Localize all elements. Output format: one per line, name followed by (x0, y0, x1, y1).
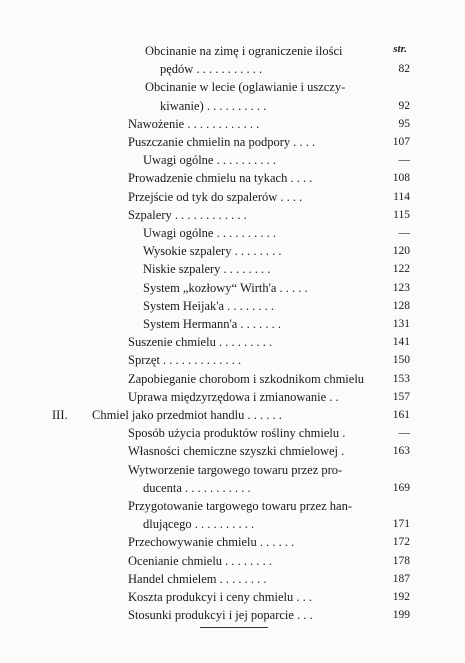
entry-page: 153 (392, 372, 410, 385)
entry-page: 131 (392, 318, 410, 330)
entry-page: 82 (398, 63, 410, 76)
toc-entry (0, 332, 465, 352)
toc-entry (0, 551, 465, 571)
toc-entry (0, 423, 465, 443)
toc-entry (0, 278, 465, 298)
toc-entry (0, 59, 465, 79)
entry-text: kiwanie) . . . . . . . . . . (160, 98, 267, 113)
toc-entry (0, 569, 465, 589)
entry-text: Przygotowanie targowego towaru przez han- (128, 499, 352, 513)
toc-entry (0, 132, 465, 152)
entry-page: 108 (392, 172, 410, 185)
entry-text: Sprzęt . . . . . . . . . . . . . (128, 353, 242, 368)
toc-section-entry (0, 405, 465, 425)
entry-page: 157 (392, 390, 410, 403)
toc-entry (0, 168, 465, 188)
toc-entry (0, 478, 465, 498)
entry-text: Uwagi ogólne . . . . . . . . . . (143, 153, 276, 168)
toc-entry (0, 41, 465, 61)
entry-text: Ocenianie chmielu . . . . . . . . (128, 553, 273, 568)
toc-entry (0, 387, 465, 407)
entry-page: 115 (393, 208, 410, 221)
entry-text: pędów . . . . . . . . . . . (160, 62, 263, 77)
toc-entry (0, 532, 465, 552)
toc-entry (0, 77, 465, 97)
entry-text: Suszenie chmielu . . . . . . . . . (128, 335, 273, 350)
toc-entry (0, 187, 465, 207)
entry-page: — (398, 154, 410, 167)
toc-entry (0, 96, 465, 116)
entry-text: Przechowywanie chmielu . . . . . . (128, 535, 295, 550)
entry-page: 122 (392, 263, 410, 276)
entry-page: 178 (392, 554, 410, 567)
entry-page: 150 (392, 354, 410, 367)
entry-text: Koszta produkcyi i ceny chmielu . . . (128, 590, 312, 604)
entry-page: — (398, 227, 410, 239)
toc-entry (0, 514, 465, 534)
entry-page: 120 (392, 245, 410, 258)
page-column-header: str. (393, 43, 407, 55)
toc-entry (0, 150, 465, 170)
entry-page: 107 (392, 136, 410, 148)
entry-text: Prowadzenie chmielu na tykach . . . . (128, 171, 313, 186)
entry-text: Chmiel jako przedmiot handlu . . . . . . (92, 408, 282, 422)
entry-page: 199 (392, 609, 410, 622)
toc-entry (0, 460, 465, 480)
toc-entry (0, 496, 465, 516)
entry-page: 171 (392, 518, 410, 531)
entry-page: 114 (393, 190, 410, 203)
toc-entry (0, 296, 465, 316)
entry-page: 92 (398, 99, 410, 112)
entry-text: Szpalery . . . . . . . . . . . . (128, 207, 247, 222)
entry-text: System Heijak'a . . . . . . . . (143, 298, 275, 313)
entry-text: Puszczanie chmielin na podpory . . . . (128, 135, 316, 149)
entry-text: Wytworzenie targowego towaru przez pro- (128, 462, 343, 477)
toc-entry (0, 441, 465, 461)
entry-text: System Hermann'a . . . . . . . (143, 317, 281, 331)
entry-text: Obcinanie na zimę i ograniczenie ilości (145, 44, 343, 58)
entry-text: ducenta . . . . . . . . . . . (143, 480, 251, 495)
toc-entry (0, 205, 465, 225)
toc-entry (0, 605, 465, 625)
toc-entry (0, 314, 465, 334)
entry-text: Zapobieganie chorobom i szkodnikom chmielu (128, 371, 365, 386)
entry-text: dlującego . . . . . . . . . . (143, 517, 255, 532)
entry-page: 95 (398, 117, 410, 130)
entry-text: Stosunki produkcyi i jej poparcie . . . (128, 608, 313, 623)
entry-text: Niskie szpalery . . . . . . . . (143, 262, 271, 277)
section-number: III. (52, 408, 68, 422)
entry-text: Własności chemiczne szyszki chmielowej . (128, 444, 345, 459)
entry-text: Uwagi ogólne . . . . . . . . . . (143, 226, 276, 240)
entry-page: 169 (392, 481, 410, 494)
entry-page: 187 (392, 572, 410, 585)
entry-page: — (398, 427, 410, 440)
entry-text: Sposób użycia produktów rośliny chmielu . (128, 426, 346, 441)
toc-entry (0, 223, 465, 243)
entry-page: 163 (392, 445, 410, 458)
toc-entry (0, 114, 465, 134)
toc-entry (0, 350, 465, 370)
entry-page: 123 (392, 281, 410, 294)
entry-page: 128 (392, 299, 410, 312)
entry-text: Obcinanie w lecie (oglawianie i uszczy- (145, 80, 346, 95)
entry-text: Przejście od tyk do szpalerów . . . . (128, 189, 303, 204)
entry-page: 172 (392, 536, 410, 549)
entry-page: 192 (392, 591, 410, 603)
entry-page: 141 (392, 336, 410, 349)
entry-text: System „kozłowy“ Wirth'a . . . . . (143, 280, 308, 295)
toc-entry (0, 241, 465, 261)
entry-text: Uprawa międzyrzędowa i zmianowanie . . (128, 389, 339, 404)
entry-text: Handel chmielem . . . . . . . . (128, 571, 267, 586)
entry-text: Nawożenie . . . . . . . . . . . . (128, 116, 260, 131)
toc-entry (0, 587, 465, 607)
toc-entry (0, 259, 465, 279)
toc-entry (0, 369, 465, 389)
entry-text: Wysokie szpalery . . . . . . . . (143, 244, 282, 259)
entry-page: 161 (392, 409, 410, 421)
closing-rule (200, 627, 268, 628)
